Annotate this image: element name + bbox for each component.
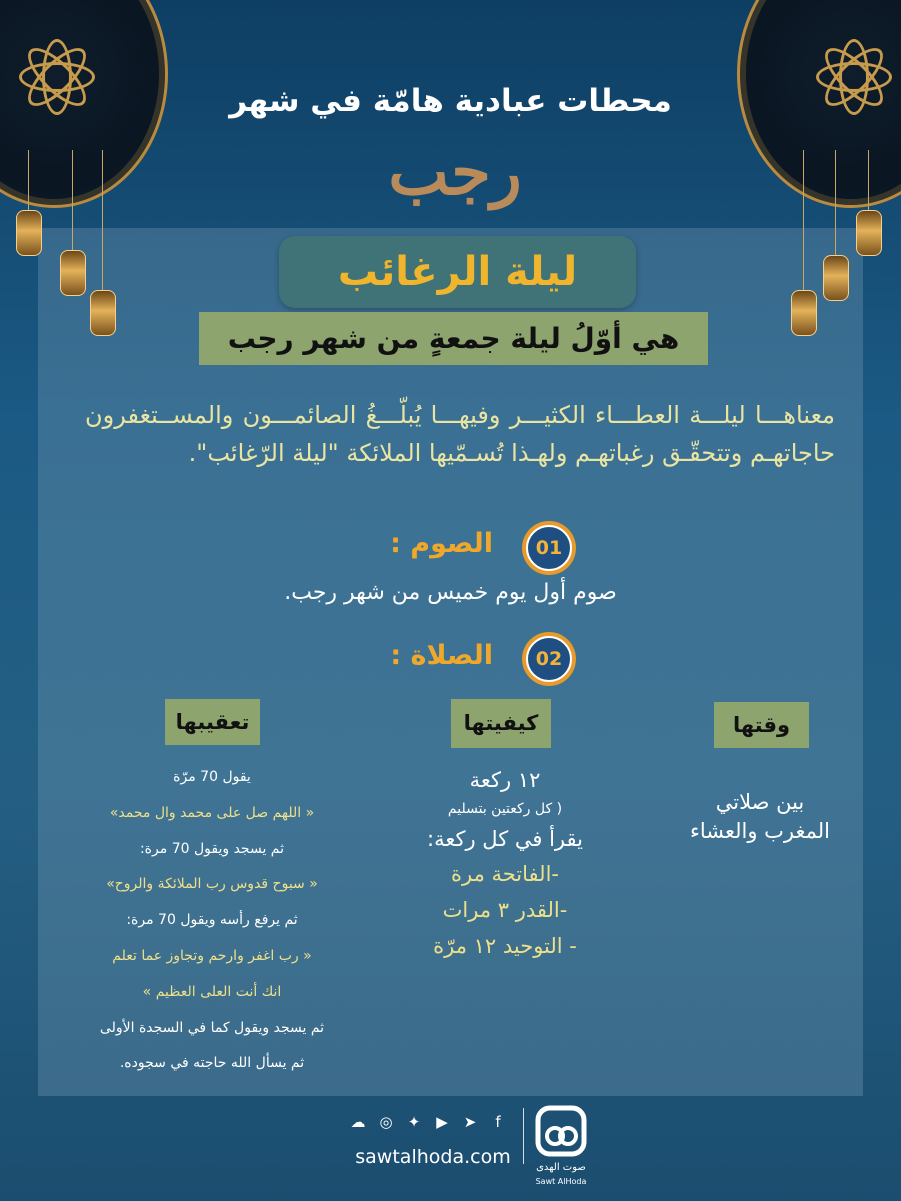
section-number-badge: 02 (526, 636, 572, 682)
svg-text:رجب: رجب (388, 135, 522, 210)
twitter-icon[interactable]: ✦ (407, 1113, 421, 1131)
youtube-icon[interactable]: ▶ (436, 1113, 448, 1131)
column-head-time: وقتها (714, 702, 809, 748)
fasting-text: صوم أول يوم خميس من شهر رجب. (284, 580, 617, 605)
soundcloud-icon[interactable]: ☁ (350, 1113, 366, 1131)
social-links (338, 1112, 518, 1132)
page-title: محطات عبادية هامّة في شهر (229, 83, 672, 119)
instagram-icon[interactable]: ◎ (379, 1113, 393, 1131)
night-subtitle: هي أوّلُ ليلة جمعةٍ من شهر رجب (199, 312, 708, 365)
intro-paragraph: معناهـــا ليلـــة العطـــاء الكثيـــر وفيهـــا يُبلّـــغُ الصائمـــون والمســتغفرون حاجاتهـم وتتحقّـق رغباتهـم ولهـذا تُسـمّيها الملائكة "ليلة الرّغائب". (85, 401, 835, 467)
column-text-method: ١٢ ركعة ( كل ركعتين بتسليم يقرأ في كل ركعة: -الفاتحة مرة -القدر ٣ مرات - التوحيد ١٢ مرّة (427, 768, 583, 958)
logo (530, 1104, 592, 1194)
column-text-time: بين صلاتي المغرب والعشاء (689, 790, 831, 843)
telegram-icon[interactable]: ➤ (463, 1113, 477, 1131)
night-name-badge: ليلة الرغائب (279, 236, 636, 308)
column-head-after: تعقيبها (165, 699, 260, 745)
footer-divider (523, 1108, 524, 1164)
section-number-badge: 01 (526, 525, 572, 571)
column-text-after: يقول 70 مرّة « اللهم صل على محمد وال محمد» ثم يسجد ويقول 70 مرة: « سبوح قدوس رب الملائكة والروح» ثم يرفع رأسه ويقول 70 مرة: « رب اغفر وارحم وتجاوز عما تعلم انك أنت العلى العظيم » ثم يسجد ويقول كما في السجدة الأولى ثم يسأل الله حاجته في سجوده. (99, 769, 325, 1072)
svg-text:صوت الهدى: صوت الهدى (536, 1162, 586, 1173)
column-head-method: كيفيتها (451, 699, 551, 748)
rajab-calligraphy (340, 132, 570, 212)
facebook-icon[interactable]: f (495, 1113, 501, 1131)
section-title-fasting: الصوم : (390, 528, 493, 559)
svg-text:Sawt AlHoda: Sawt AlHoda (535, 1177, 587, 1186)
section-title-prayer: الصلاة : (390, 640, 493, 671)
website-url[interactable]: sawtalhoda.com (355, 1146, 511, 1168)
